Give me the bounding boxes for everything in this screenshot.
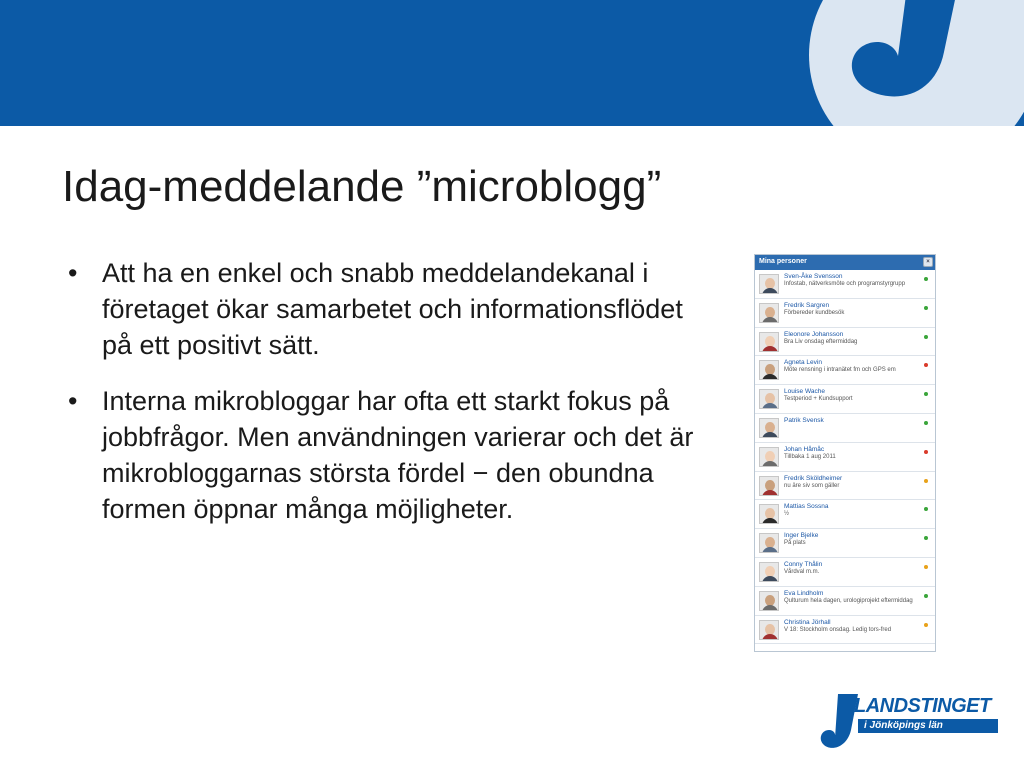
status-dot-icon <box>924 565 928 569</box>
person-row[interactable] <box>755 500 935 529</box>
person-message: V 18: Stockholm onsdag. Ledig tors-fred <box>784 626 892 633</box>
bullet-text: Interna mikrobloggar har ofta ett starkt fokus på jobbfrågor. Men användningen varierar och det är mikrobloggarnas största fördel − den obundna formen öppnar många möjligheter. <box>102 386 694 524</box>
person-name[interactable]: Eleonore Johansson <box>784 330 844 338</box>
person-message: Förbereder kundbesök <box>784 309 845 316</box>
status-dot-icon <box>924 277 928 281</box>
slide-title: Idag-meddelande ”microblogg” <box>62 162 662 211</box>
logo-subtitle: i Jönköpings län <box>858 719 998 733</box>
avatar <box>759 620 779 640</box>
avatar <box>759 476 779 496</box>
person-message: Qulturum hela dagen, urologiprojekt eftermiddag <box>784 597 913 604</box>
status-dot-icon <box>924 479 928 483</box>
bullet-item <box>62 255 712 363</box>
status-dot-icon <box>924 335 928 339</box>
person-row[interactable] <box>755 414 935 443</box>
bullet-marker: • <box>68 258 78 288</box>
person-message: Bra Liv onsdag eftermiddag <box>784 338 858 345</box>
panel-header <box>755 255 935 270</box>
avatar <box>759 447 779 467</box>
person-row[interactable] <box>755 270 935 299</box>
person-message: nu äre siv som gäller <box>784 482 840 489</box>
avatar <box>759 360 779 380</box>
avatar <box>759 533 779 553</box>
people-panel <box>754 254 936 652</box>
person-name[interactable]: Agneta Levin <box>784 359 822 367</box>
people-list <box>755 270 935 644</box>
landstinget-logo <box>818 692 1002 754</box>
person-name[interactable]: Johan Håmåc <box>784 445 825 453</box>
person-message: Testperiod + Kundsupport <box>784 396 853 403</box>
status-dot-icon <box>924 392 928 396</box>
person-row[interactable] <box>755 558 935 587</box>
person-row[interactable] <box>755 472 935 501</box>
person-name[interactable]: Fredrik Sargren <box>784 301 830 309</box>
person-row[interactable] <box>755 328 935 357</box>
landstinget-j-logo-icon <box>794 0 1024 126</box>
person-row[interactable] <box>755 385 935 414</box>
avatar <box>759 303 779 323</box>
status-dot-icon <box>924 594 928 598</box>
header-band <box>0 0 1024 126</box>
person-message: Tillbaka 1 aug 2011 <box>784 453 836 460</box>
status-dot-icon <box>924 623 928 627</box>
logo-name: LANDSTINGET <box>854 695 991 717</box>
person-message: Infostab, nätverksmöte och programstyrgrupp <box>784 281 906 287</box>
person-message: På plats <box>784 540 806 547</box>
person-row[interactable] <box>755 299 935 328</box>
panel-title: Mina personer <box>759 258 807 265</box>
person-name[interactable]: Inger Bjelke <box>784 532 819 540</box>
person-name[interactable]: Patrik Svensk <box>784 416 824 424</box>
bullet-list <box>62 255 712 547</box>
status-dot-icon <box>924 536 928 540</box>
status-dot-icon <box>924 363 928 367</box>
bullet-text: Att ha en enkel och snabb meddelandekanal i företaget ökar samarbetet och informationsflödet på ett positivt sätt. <box>102 258 683 360</box>
bullet-marker: • <box>68 386 78 416</box>
person-message: Möte rensning i intranätet fm och GPS em <box>784 367 896 374</box>
person-message: ½ <box>784 511 790 518</box>
person-name[interactable]: Conny Thålin <box>784 560 823 568</box>
status-dot-icon <box>924 421 928 425</box>
avatar <box>759 562 779 582</box>
bullet-item <box>62 383 712 527</box>
person-name[interactable]: Louise Wache <box>784 388 825 396</box>
avatar <box>759 504 779 524</box>
person-name[interactable]: Fredrik Sköldheimer <box>784 474 843 482</box>
person-name[interactable]: Sven-Åke Svensson <box>784 273 843 280</box>
person-row[interactable] <box>755 587 935 616</box>
avatar <box>759 418 779 438</box>
person-row[interactable] <box>755 443 935 472</box>
status-dot-icon <box>924 450 928 454</box>
person-name[interactable]: Mattias Sossna <box>784 503 829 511</box>
avatar <box>759 274 779 294</box>
avatar <box>759 332 779 352</box>
person-message: Vårdval m.m. <box>784 568 820 575</box>
person-row[interactable] <box>755 616 935 645</box>
person-name[interactable]: Eva Lindholm <box>784 589 824 597</box>
status-dot-icon <box>924 306 928 310</box>
avatar <box>759 389 779 409</box>
avatar <box>759 591 779 611</box>
person-row[interactable] <box>755 529 935 558</box>
person-row[interactable] <box>755 356 935 385</box>
person-name[interactable]: Christina Jörhall <box>784 618 831 626</box>
status-dot-icon <box>924 507 928 511</box>
close-icon[interactable]: × <box>923 257 933 267</box>
